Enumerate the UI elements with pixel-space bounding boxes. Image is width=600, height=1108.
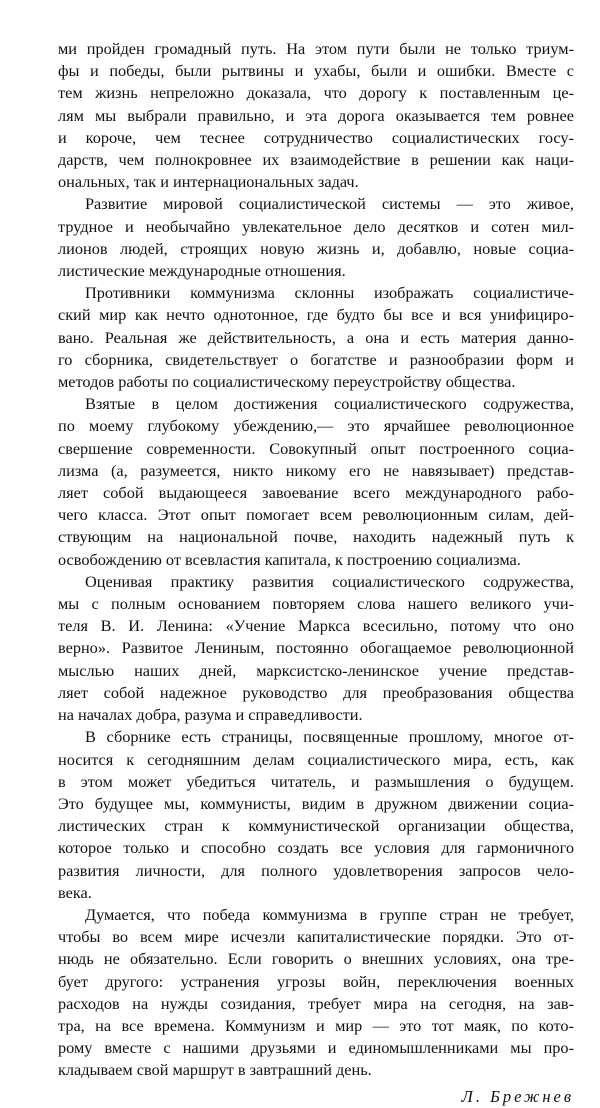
text-line: Взятые в целом достижения социалистического содружества,: [85, 394, 574, 414]
text-line: вано. Реальная же действительность, а она и есть материя данно-: [58, 327, 574, 347]
text-line: Думается, что победа коммунизма в группе стран не требует,: [85, 904, 574, 924]
text-line: ляет собой выдающееся завоевание всего международного рабо-: [58, 483, 574, 503]
text-line: по моему глубокому убеждению,— это ярчайшее революционное: [58, 416, 574, 436]
author-signature: Л. Брежнев: [461, 1086, 574, 1106]
text-line: Это будущее мы, коммунисты, видим в дружном движении социа-: [58, 793, 574, 813]
text-line: теля В. И. Ленина: «Учение Маркса всесильно, потому что оно: [58, 616, 574, 636]
text-line: развития личности, для полного удовлетворения запросов чело-: [58, 860, 574, 880]
text-line: ствующим на национальной почве, находить надежный путь к: [58, 527, 574, 547]
text-line: чтобы во всем мире исчезли капиталистические порядки. Это от-: [58, 927, 574, 947]
text-line: методов работы по социалистическому переустройству общества.: [58, 372, 516, 392]
paragraph: [58, 193, 574, 282]
text-line: свершение современности. Совокупный опыт построенного социа-: [58, 438, 574, 458]
text-line: века.: [58, 882, 92, 902]
text-line: го сборника, свидетельствует о богатстве и разнообразии форм и: [58, 349, 574, 369]
text-line: ональных, так и интернациональных задач.: [58, 172, 359, 192]
text-line: ми пройден громадный путь. На этом пути были не только триум-: [58, 39, 574, 58]
text-line: тра, на все времена. Коммунизм и мир — это тот маяк, по кото-: [58, 1015, 574, 1035]
document-body: [58, 38, 574, 1082]
paragraph: [58, 726, 574, 904]
text-line: на началах добра, разума и справедливости.: [58, 705, 363, 725]
text-line: лионов людей, строящих новую жизнь и, добавлю, новые социа-: [58, 238, 574, 258]
document-page: [58, 38, 574, 1108]
text-line: дарств, чем полнокровнее их взаимодействие в решении как наци-: [58, 150, 574, 170]
text-line: расходов на нужды созидания, требует мира на сегодня, на зав-: [58, 993, 574, 1013]
text-line: кладываем свой маршрут в завтрашний день.: [58, 1060, 372, 1080]
text-line: листические международные отношения.: [58, 261, 346, 281]
text-line: рому вместе с нашими друзьями и единомышленниками мы про-: [58, 1038, 574, 1058]
text-line: бует другого: устранения угрозы войн, переключения военных: [58, 971, 574, 991]
paragraph: [58, 38, 574, 193]
text-line: мы с полным основанием повторяем слова нашего великого учи-: [58, 594, 574, 614]
text-line: лям мы выбрали правильно, и эта дорога оказывается тем ровнее: [58, 105, 574, 125]
text-line: чего класса. Этот опыт помогает всем революционным силам, дей-: [58, 505, 574, 525]
text-line: лизма (а, разумеется, никто никому его не навязывает) представ-: [58, 460, 574, 480]
text-line: фы и победы, были рытвины и ухабы, были и ошибки. Вместе с: [58, 61, 574, 81]
text-line: мыслью наших дней, марксистско-ленинское учение представ-: [58, 660, 574, 680]
text-line: носится к сегодняшним делам социалистического мира, есть, как: [58, 749, 574, 769]
text-line: освобождению от всевластия капитала, к построению социализма.: [58, 549, 521, 569]
text-line: ляет собой надежное руководство для преобразования общества: [58, 682, 574, 702]
text-line: В сборнике есть страницы, посвященные прошлому, многое от-: [85, 727, 574, 747]
text-line: Развитие мировой социалистической системы — это живое,: [85, 194, 574, 214]
paragraph: [58, 571, 574, 726]
text-line: тем жизнь непреложно доказала, что дорогу к поставленным це-: [58, 83, 574, 103]
text-line: листических стран к коммунистической организации общества,: [58, 816, 574, 836]
paragraph: [58, 282, 574, 393]
paragraph: [58, 393, 574, 571]
text-line: ский мир как нечто однотонное, где будто бы все и вся унифициро-: [58, 305, 574, 325]
text-line: трудное и необычайно увлекательное дело десятков и сотен мил-: [58, 216, 574, 236]
text-line: нюдь не обязательно. Если говорить о внешних условиях, она тре-: [58, 949, 574, 969]
text-line: и короче, чем теснее сотрудничество социалистических госу-: [58, 127, 574, 147]
text-line: в этом может убедиться читатель, и размышления о будущем.: [58, 771, 574, 791]
text-line: которое только и способно создать все условия для гармоничного: [58, 838, 574, 858]
text-line: Противники коммунизма склонны изображать социалистиче-: [85, 283, 574, 303]
text-line: верно». Развитое Лениным, постоянно обогащаемое революционной: [58, 638, 574, 658]
paragraph: [58, 904, 574, 1082]
text-line: Оценивая практику развития социалистического содружества,: [85, 571, 574, 591]
